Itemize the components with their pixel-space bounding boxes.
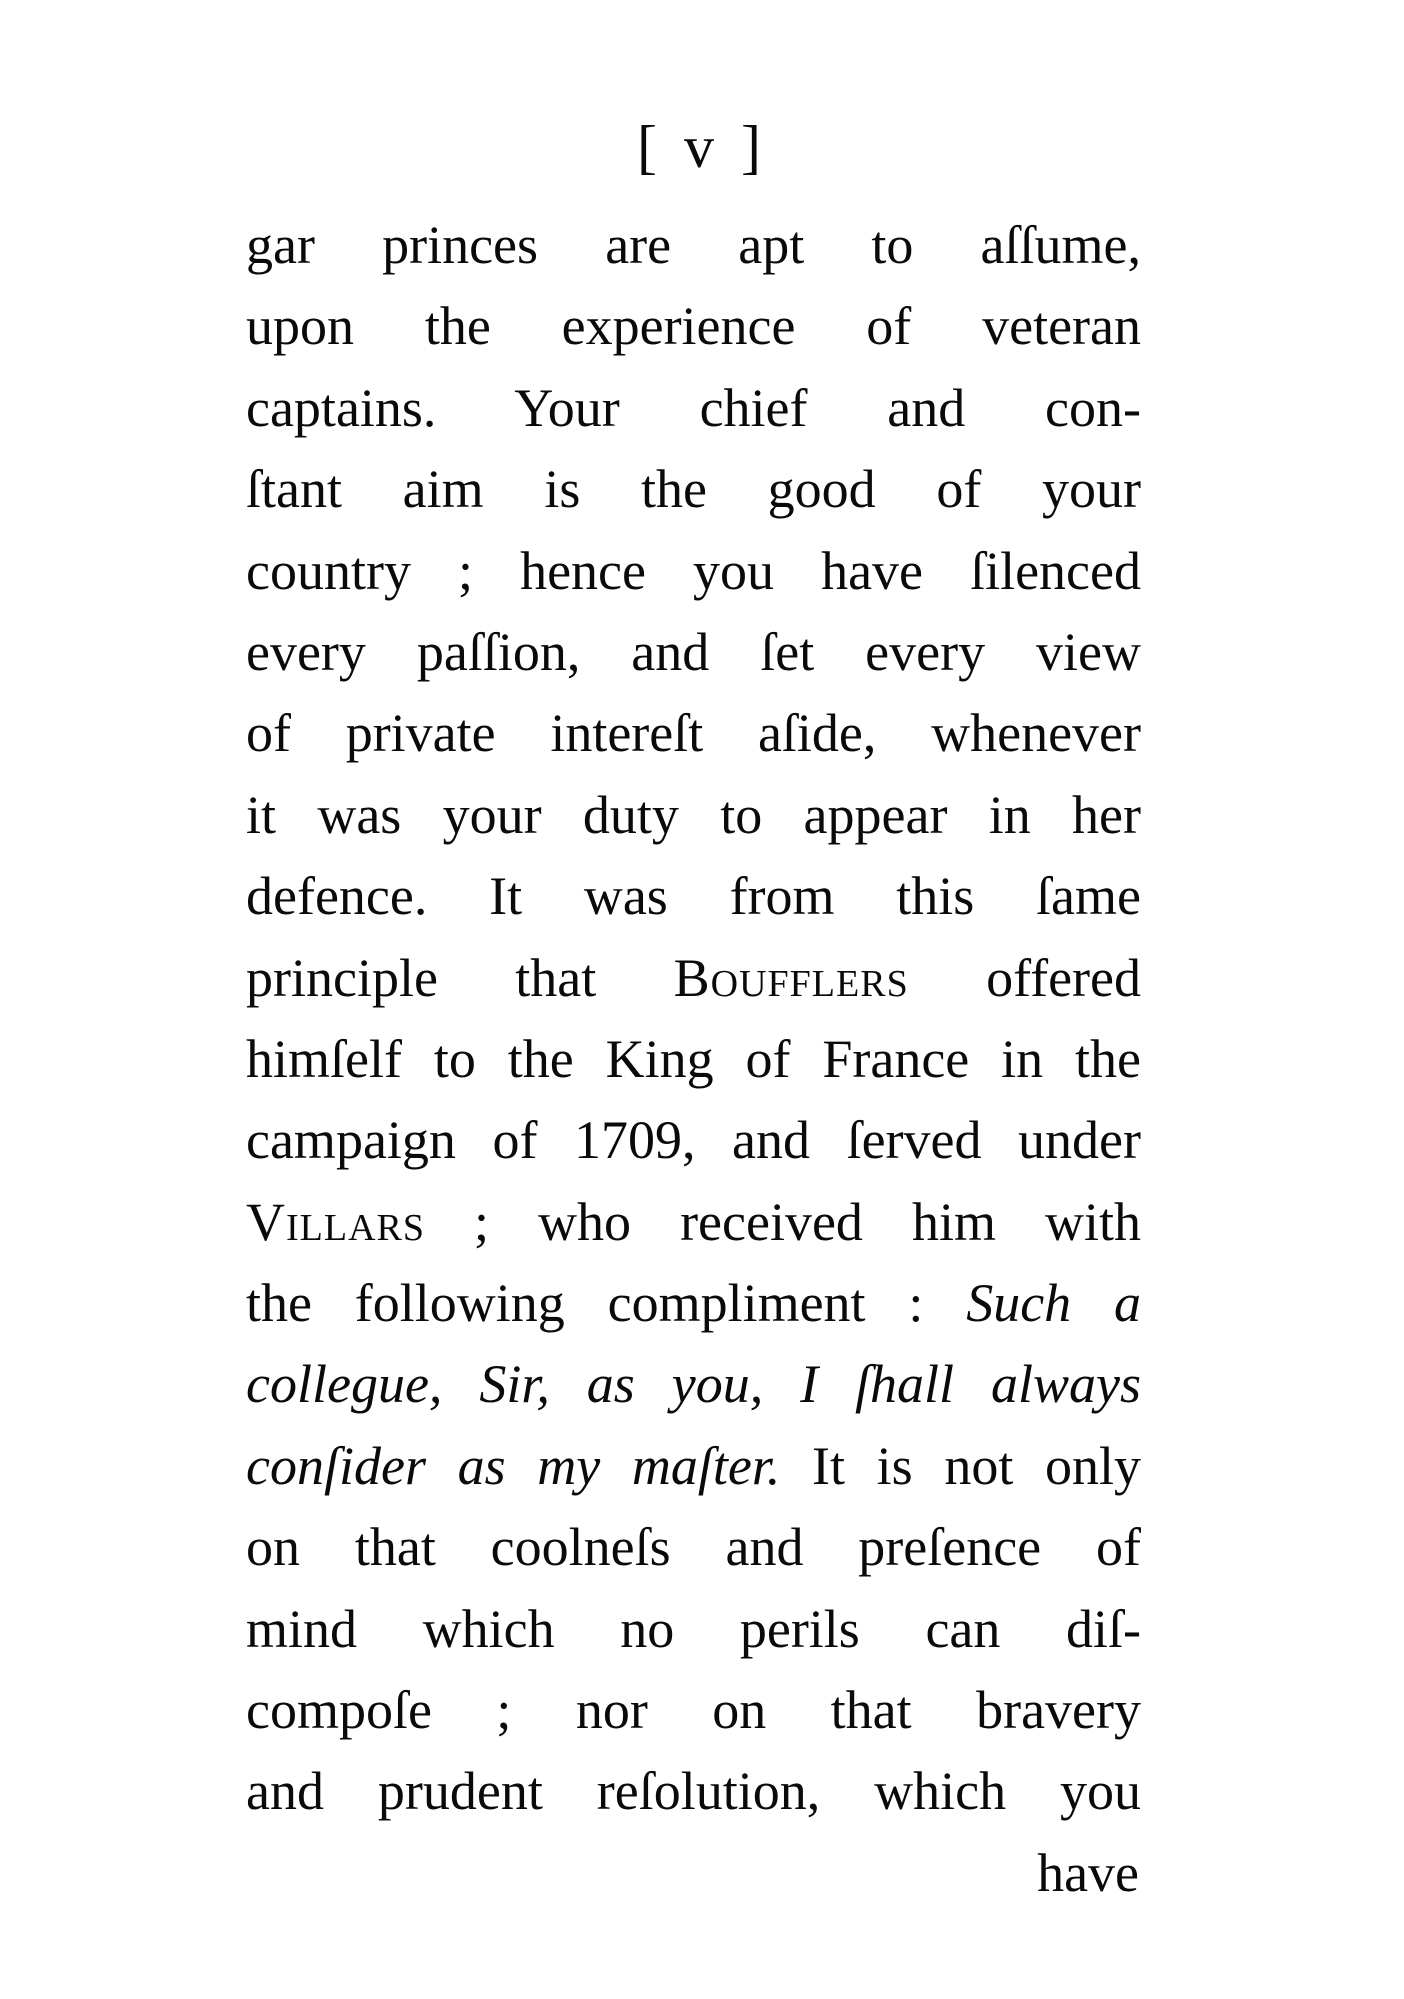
text-line-mixed	[246, 1426, 1141, 1507]
italic-quote: Such a	[966, 1273, 1141, 1334]
line-text-tail: offered	[908, 947, 1141, 1008]
text-line: mind which no perils can diſ-	[246, 1598, 1141, 1659]
text-line: upon the experience of veteran	[246, 296, 1141, 357]
text-line: country ; hence you have ſilenced	[246, 540, 1141, 601]
text-line: every paſſion, and ſet every view	[246, 621, 1141, 682]
text-line: gar princes are apt to aſſume,	[246, 215, 1141, 275]
text-line: defence. It was from this ſame	[246, 866, 1141, 927]
text-line-with-name	[246, 1182, 1141, 1263]
text-line: and prudent reſolution, which you	[246, 1761, 1141, 1822]
line-text: the following compliment :	[246, 1273, 967, 1334]
text-line: compoſe ; nor on that bravery	[246, 1680, 1141, 1741]
line-text: ; who received him with	[425, 1191, 1141, 1252]
italic-quote: conſider as my maſter.	[246, 1435, 781, 1496]
line-text: principle that	[246, 947, 674, 1008]
text-line: on that coolneſs and preſence of	[246, 1517, 1141, 1578]
catchword: have	[1037, 1842, 1139, 1903]
text-line: ſtant aim is the good of your	[246, 459, 1141, 520]
name-villars: Villars	[246, 1191, 425, 1252]
text-line: of private intereſt aſide, whenever	[246, 703, 1141, 764]
text-line-with-name	[246, 938, 1141, 1019]
body-text	[246, 205, 1141, 1914]
name-boufflers: Boufflers	[673, 947, 909, 1008]
italic-line: collegue, Sir, as you, I ſhall always	[246, 1354, 1141, 1415]
text-line: captains. Your chief and con-	[246, 377, 1141, 438]
page-number: [ v ]	[637, 114, 767, 180]
text-line: campaign of 1709, and ſerved under	[246, 1110, 1141, 1171]
line-text-tail: It is not only	[780, 1435, 1141, 1496]
text-line-with-italic	[246, 1263, 1141, 1344]
text-line: it was your duty to appear in her	[246, 784, 1141, 845]
text-line: himſelf to the King of France in the	[246, 1028, 1141, 1089]
